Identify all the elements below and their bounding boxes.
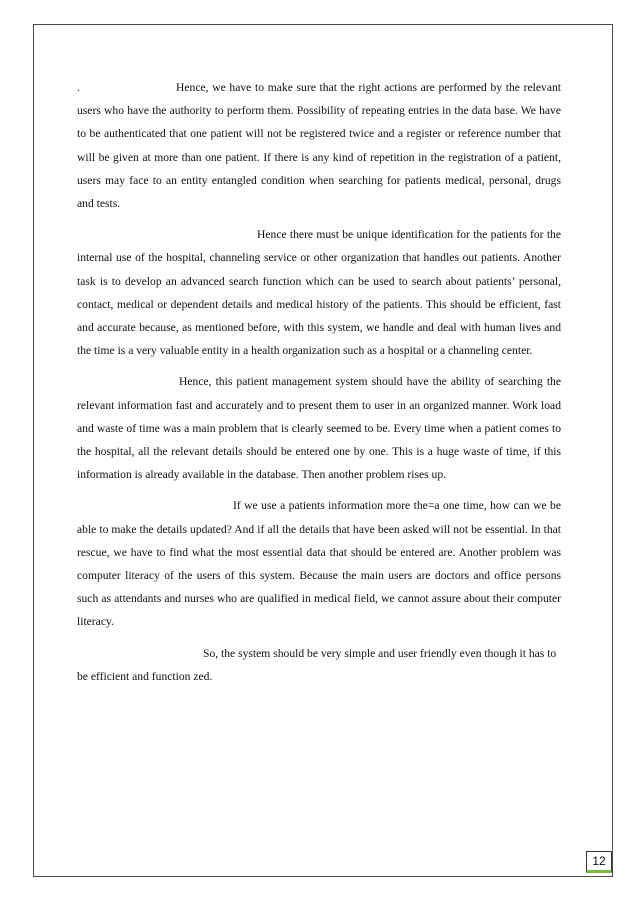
- paragraph-5: So, the system should be very simple and user friendly even though it has to be efficient and function zed.: [77, 646, 557, 683]
- paragraph-4: If we use a patients information more the=a one time, how can we be able to make the details updated? And if all the details that have been asked will not be essential. In that rescue, we have to find what the most essential data that should be entered are. Another problem was computer literacy of the users of this system. Because the main users are doctors and office persons such as attendants and nurses who are qualified in medical field, we cannot assure about their computer literacy.: [77, 499, 561, 629]
- page-number: 12: [586, 851, 612, 873]
- paragraph-3: Hence, this patient management system should have the ability of searching the relevant information fast and accurately and to present them to user in an organized manner. Work load and waste of time was a main problem that is clearly seemed to be. Every time when a patient comes to the hospital, all the relevant details should be entered one by one. This is a huge waste of time, if this information is already available in the database. Then another problem rises up.: [77, 375, 561, 482]
- document-body: [77, 76, 561, 696]
- paragraph-lead-mark: .: [77, 81, 80, 94]
- paragraph-2: Hence there must be unique identification for the patients for the internal use of the hospital, channeling service or other organization that handles out patients. Another task is to develop an advanced search function which can be used to search about patients’ personal, contact, medical or dependent details and medical history of the patients. This should be efficient, fast and accurate because, as mentioned before, with this system, we handle and deal with human lives and the time is a very valuable entity in a health organization such as a hospital or a channeling center.: [77, 228, 561, 358]
- paragraph-1-text: Hence, we have to make sure that the right actions are performed by the relevant users who have the authority to perform them. Possibility of repeating entries in the data base. We have to be authenticated that one patient will not be registered twice and a register or reference number that will be given at more than one patient. If there is any kind of repetition in the registration of a patient, users may face to an entity entangled condition when searching for patients medical, personal, drugs and tests.: [77, 81, 561, 211]
- paragraph-1: [77, 76, 561, 215]
